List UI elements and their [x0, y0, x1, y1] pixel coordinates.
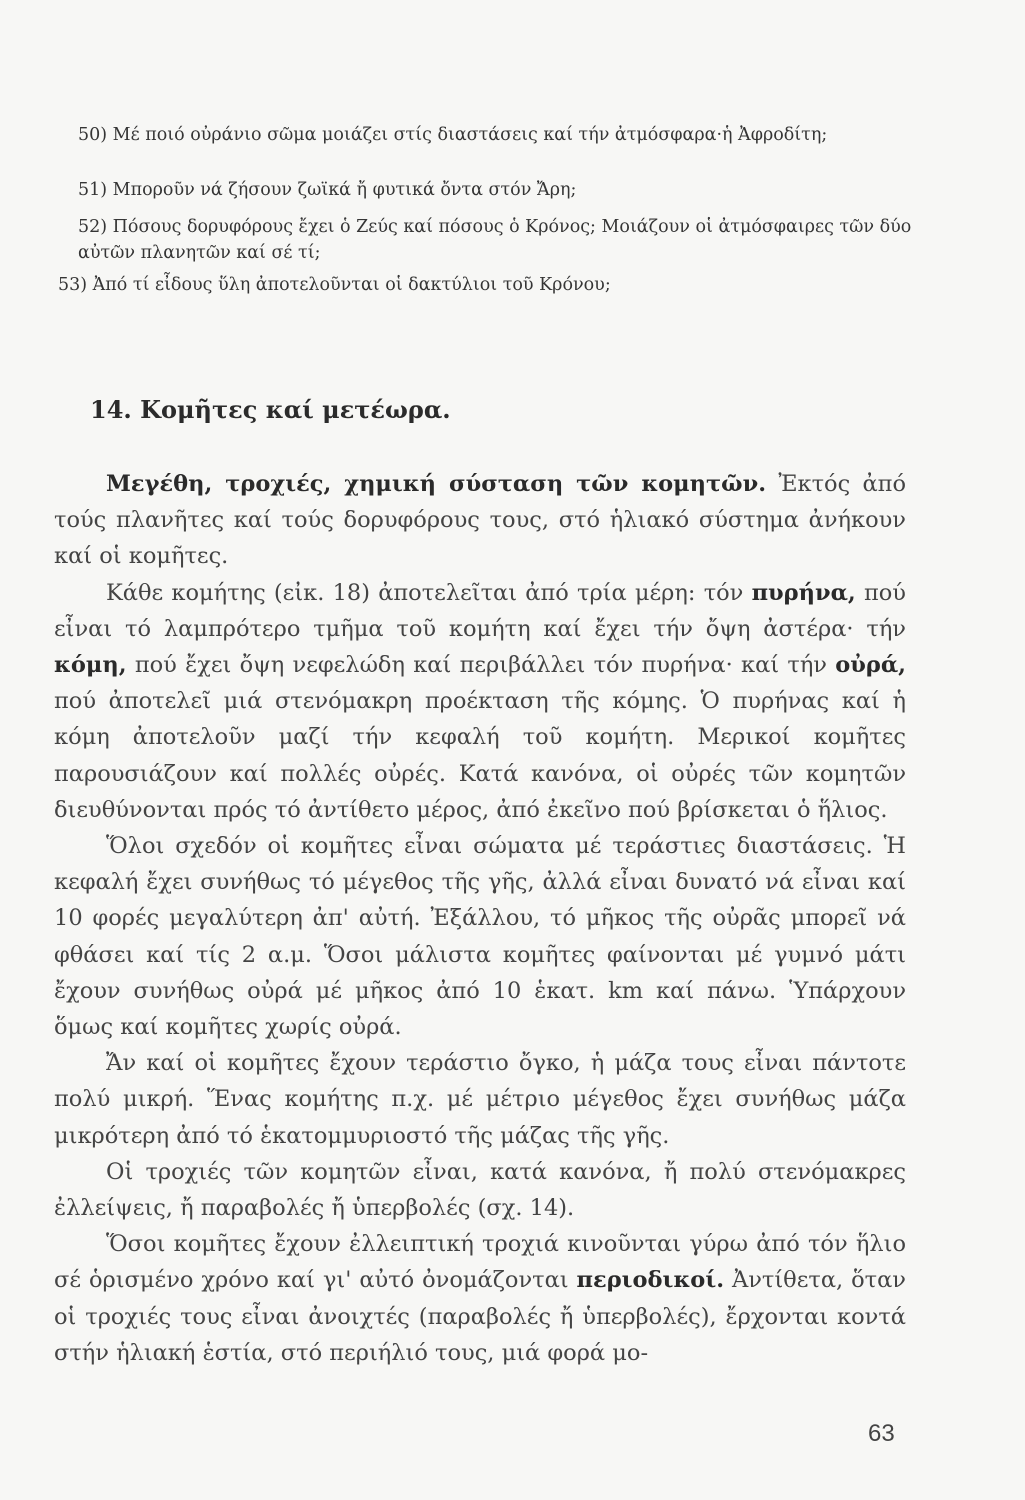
subheading-bold: Μεγέθη, τροχιές, χημική σύσταση τῶν κομητῶν.	[106, 471, 767, 497]
paragraph-comet-parts: Κάθε κομήτης (εἰκ. 18) ἀποτελεῖται ἀπό τρία μέρη: τόν πυρήνα, πού εἶναι τό λαμπρότερο τμῆμα τοῦ κομήτη καί ἔχει τήν ὄψη ἀστέρα· τήν κόμη, πού ἔχει ὄψη νεφελώδη καί περιβάλλει τόν πυρήνα· καί τήν οὐρά, πού ἀποτελεῖ μιά στενόμακρη προέκταση τῆς κόμης. Ὁ πυρήνας καί ἡ κόμη ἀποτελοῦν μαζί τήν κεφαλή τοῦ κομήτη. Μερικοί κομῆτες παρουσιάζουν καί πολλές οὐρές. Κατά κανόνα, οἱ οὐρές τῶν κομητῶν διευθύνονται πρός τό ἀντίθετο μέρος, ἀπό ἐκεῖνο πού βρίσκεται ὁ ἥλιος.	[54, 579, 906, 823]
term-coma: κόμη,	[54, 652, 127, 679]
paragraph-dimensions: Ὅλοι σχεδόν οἱ κομῆτες εἶναι σώματα μέ τεράστιες διαστάσεις. Ἡ κεφαλή ἔχει συνήθως τό μέγεθος τῆς γῆς, ἀλλά εἶναι δυνατό νά εἶναι καί 10 φορές μεγαλύτερη ἀπ' αὐτή. Ἐξάλλου, τό μῆκος τῆς οὐρᾶς μπορεῖ νά φθάσει καί τίς 2 α.μ. Ὅσοι μάλιστα κομῆτες φαίνονται μέ γυμνό μάτι ἔχουν συνήθως οὐρά μέ μῆκος ἀπό 10 ἑκατ. km καί πάνω. Ὑπάρχουν ὅμως καί κομῆτες χωρίς οὐρά.	[54, 833, 906, 1041]
paragraph-periodic: Ὅσοι κομῆτες ἔχουν ἐλλειπτική τροχιά κινοῦνται γύρω ἀπό τόν ἥλιο σέ ὁρισμένο χρόνο καί γι' αὐτό ὀνομάζονται περιοδικοί. Ἀντίθετα, ὅταν οἱ τροχιές τους εἶναι ἀνοιχτές (παραβολές ἤ ὑπερβολές), ἔρχονται κοντά στήν ἡλιακή ἑστία, στό περιήλιό τους, μιά φορά μο-	[54, 1231, 906, 1366]
question-51: 51) Μποροῦν νά ζήσουν ζωϊκά ἤ φυτικά ὄντα στόν Ἄρη;	[78, 180, 577, 200]
term-periodic: περιοδικοί.	[576, 1267, 725, 1294]
question-52: 52) Πόσους δορυφόρους ἔχει ὁ Ζεύς καί πόσους ὁ Κρόνος; Μοιάζουν οἱ ἀτμόσφαιρες τῶν δύο αὐτῶν πλανητῶν καί σέ τί;	[78, 217, 912, 263]
section-heading: 14. Κομῆτες καί μετέωρα.	[90, 395, 451, 424]
paragraph-intro: Μεγέθη, τροχιές, χημική σύσταση τῶν κομητῶν. Ἐκτός ἀπό τούς πλανῆτες καί τούς δορυφόρους τους, στό ἡλιακό σύστημα ἀνήκουν καί οἱ κομῆτες.	[54, 471, 907, 570]
main-text	[54, 466, 906, 1371]
question-53: 53) Ἀπό τί εἶδους ὕλη ἀποτελοῦνται οἱ δακτύλιοι τοῦ Κρόνου;	[58, 275, 611, 295]
term-tail: οὐρά,	[835, 652, 906, 679]
paragraph-orbits: Οἱ τροχιές τῶν κομητῶν εἶναι, κατά κανόνα, ἤ πολύ στενόμακρες ἐλλείψεις, ἤ παραβολές ἤ ὑπερβολές (σχ. 14).	[54, 1158, 906, 1222]
paragraph-mass: Ἄν καί οἱ κομῆτες ἔχουν τεράστιο ὄγκο, ἡ μάζα τους εἶναι πάντοτε πολύ μικρή. Ἕνας κομήτης π.χ. μέ μέτριο μέγεθος ἔχει συνήθως μάζα μικρότερη ἀπό τό ἑκατομμυριοστό τῆς μάζας τῆς γῆς.	[54, 1050, 906, 1149]
term-nucleus: πυρήνα,	[751, 579, 856, 606]
page-number: 63	[868, 1420, 895, 1447]
question-50: 50) Μέ ποιό οὐράνιο σῶμα μοιάζει στίς διαστάσεις καί τήν ἀτμόσφαρα·ἡ Ἀφροδίτη;	[78, 125, 828, 145]
